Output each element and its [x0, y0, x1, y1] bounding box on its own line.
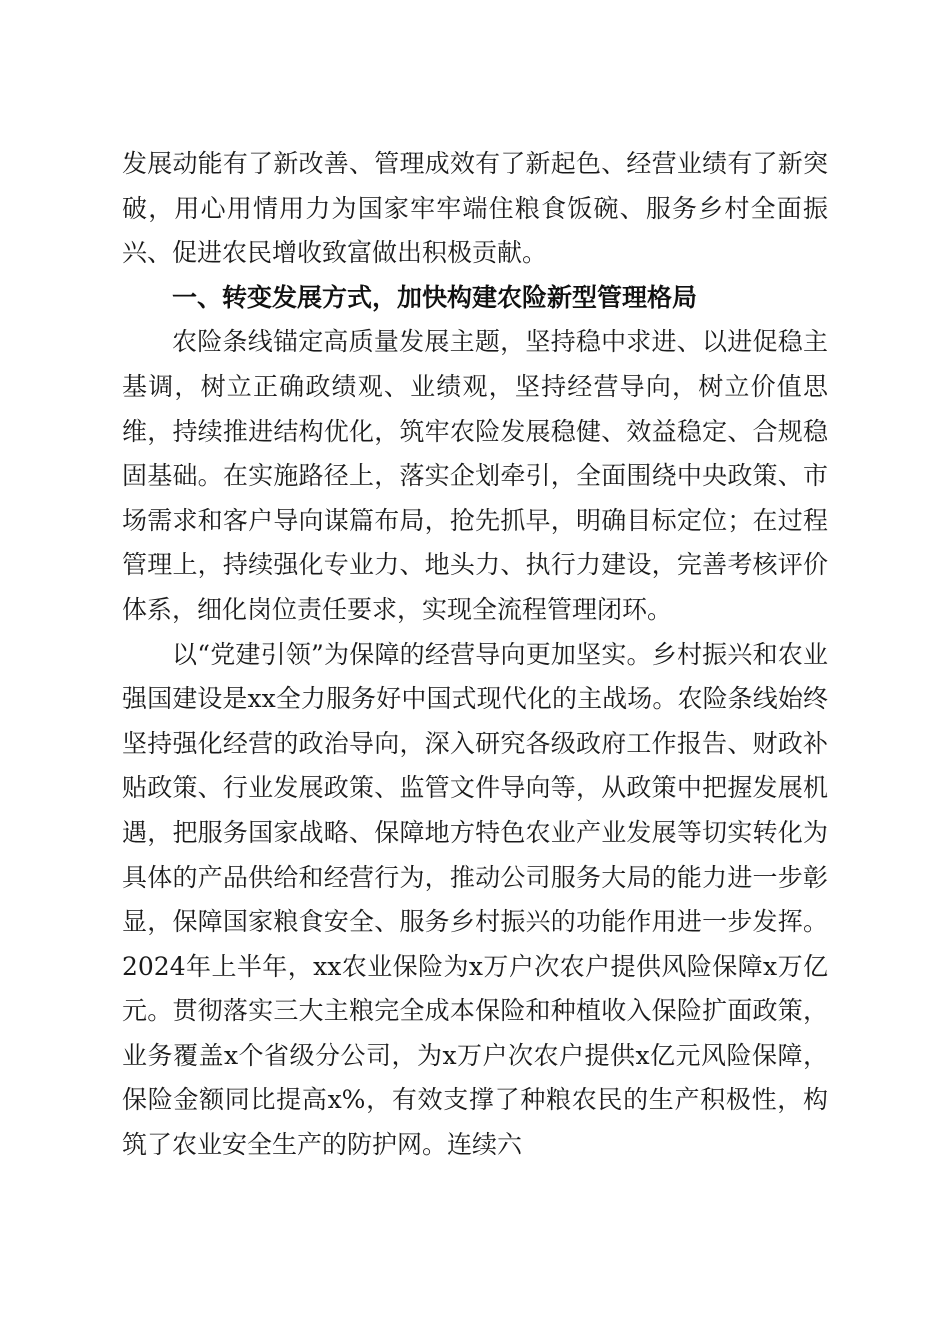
section-heading: 一、转变发展方式，加快构建农险新型管理格局: [172, 282, 698, 312]
paragraph-party-leadership: 以“党建引领”为保障的经营导向更加坚实。乡村振兴和农业强国建设是xx全力服务好中国式现代化的主战场。农险条线始终坚持强化经营的政治导向，深入研究各级政府工作报告、财政补贴政策、行业发展政策、监管文件导向等，从政策中把握发展机遇，把服务国家战略、保障地方特色农业产业发展等切实转化为具体的产品供给和经营行为，推动公司服务大局的能力进一步彰显，保障国家粮食安全、服务乡村振兴的功能作用进一步发挥。2024年上半年，xx农业保险为x万户次农户提供风险保障x万亿元。贯彻落实三大主粮完全成本保险和种植收入保险扩面政策，业务覆盖x个省级分公司，为x万户次农户提供x亿元风险保障，保险金额同比提高x%，有效支撑了种粮农民的生产积极性，构筑了农业安全生产的防护网。连续六: [122, 639, 828, 1160]
paragraph-agri-insurance-overview: 农险条线锚定高质量发展主题，坚持稳中求进、以进促稳主基调，树立正确政绩观、业绩观，坚持经营导向，树立价值思维，持续推进结构优化，筑牢农险发展稳健、效益稳定、合规稳固基础。在实施路径上，落实企划牵引，全面围绕中央政策、市场需求和客户导向谋篇布局，抢先抓早，明确目标定位；在过程管理上，持续强化专业力、地头力、执行力建设，完善考核评价体系，细化岗位责任要求，实现全流程管理闭环。: [122, 327, 828, 624]
document-body: [122, 142, 828, 1168]
paragraph-continuation: 发展动能有了新改善、管理成效有了新起色、经营业绩有了新突破，用心用情用力为国家牢牢端住粮食饭碗、服务乡村全面振兴、促进农民增收致富做出积极贡献。: [122, 149, 828, 268]
